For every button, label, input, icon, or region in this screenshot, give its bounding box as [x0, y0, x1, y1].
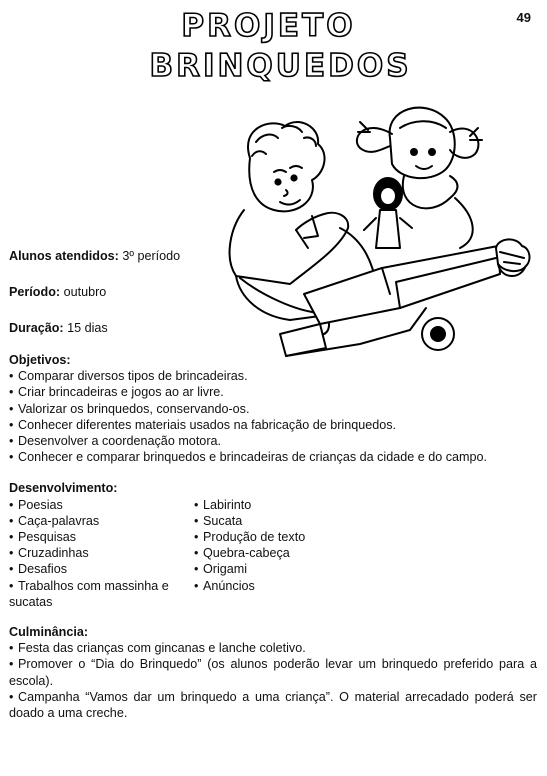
list-item: • Festa das crianças com gincanas e lanche coletivo. — [9, 641, 306, 656]
section-title: Objetivos: — [9, 353, 71, 367]
list-item: • Poesias — [9, 497, 63, 512]
culminancia-section — [9, 624, 537, 721]
list-item: • Conhecer diferentes materiais usados na fabricação de brinquedos. — [9, 417, 397, 432]
list-item: • Sucata — [194, 513, 243, 528]
list-item: • Origami — [194, 562, 248, 577]
desenvolvimento-list-col2 — [194, 497, 394, 610]
project-content — [9, 248, 537, 721]
list-item: • Labirinto — [194, 497, 252, 512]
list-item: • Promover o “Dia do Brinquedo” (os alunos poderão levar um brinquedo preferido para a escola). — [9, 657, 537, 688]
field-value: 3º período — [122, 249, 181, 263]
desenvolvimento-section — [9, 480, 537, 610]
list-item: • Quebra-cabeça — [194, 546, 290, 561]
objetivos-section — [9, 352, 537, 465]
field-alunos — [9, 248, 537, 264]
objetivos-list — [9, 368, 537, 465]
list-item: • Cruzadinhas — [9, 546, 89, 561]
list-item: • Caça-palavras — [9, 513, 100, 528]
list-item: • Trabalhos com massinha e sucatas — [9, 578, 169, 609]
culminancia-list — [9, 640, 537, 721]
field-value: 15 dias — [67, 321, 108, 335]
list-item: • Anúncios — [194, 578, 255, 593]
title-line-2: BRINQUEDOS — [149, 48, 412, 84]
list-item: • Pesquisas — [9, 530, 77, 545]
section-title: Desenvolvimento: — [9, 481, 118, 496]
list-item: • Desenvolver a coordenação motora. — [9, 434, 222, 449]
field-value: outubro — [63, 285, 107, 299]
title-line-1: PROJETO — [181, 8, 356, 44]
field-label: Duração: — [9, 321, 64, 335]
desenvolvimento-list-col1 — [9, 497, 194, 610]
list-item: • Criar brincadeiras e jogos ao ar livre. — [9, 385, 224, 400]
field-label: Alunos atendidos: — [9, 249, 119, 263]
list-item: • Conhecer e comparar brinquedos e brincadeiras de crianças da cidade e do campo. — [9, 450, 488, 465]
list-item: • Comparar diversos tipos de brincadeiras. — [9, 369, 248, 384]
list-item: • Valorizar os brinquedos, conservando-os. — [9, 401, 250, 416]
section-title: Culminância: — [9, 625, 89, 640]
field-duracao — [9, 320, 537, 336]
list-item: • Desafios — [9, 562, 67, 577]
list-item: • Campanha “Vamos dar um brinquedo a uma criança”. O material arrecadado poderá ser doado a uma creche. — [9, 689, 537, 721]
list-item: • Produção de texto — [194, 530, 306, 545]
girl-figure — [357, 108, 482, 248]
field-periodo — [9, 284, 537, 300]
page-number: 49 — [516, 10, 531, 25]
doll-figure — [364, 178, 412, 248]
field-label: Período: — [9, 285, 61, 299]
page-title — [0, 6, 547, 86]
